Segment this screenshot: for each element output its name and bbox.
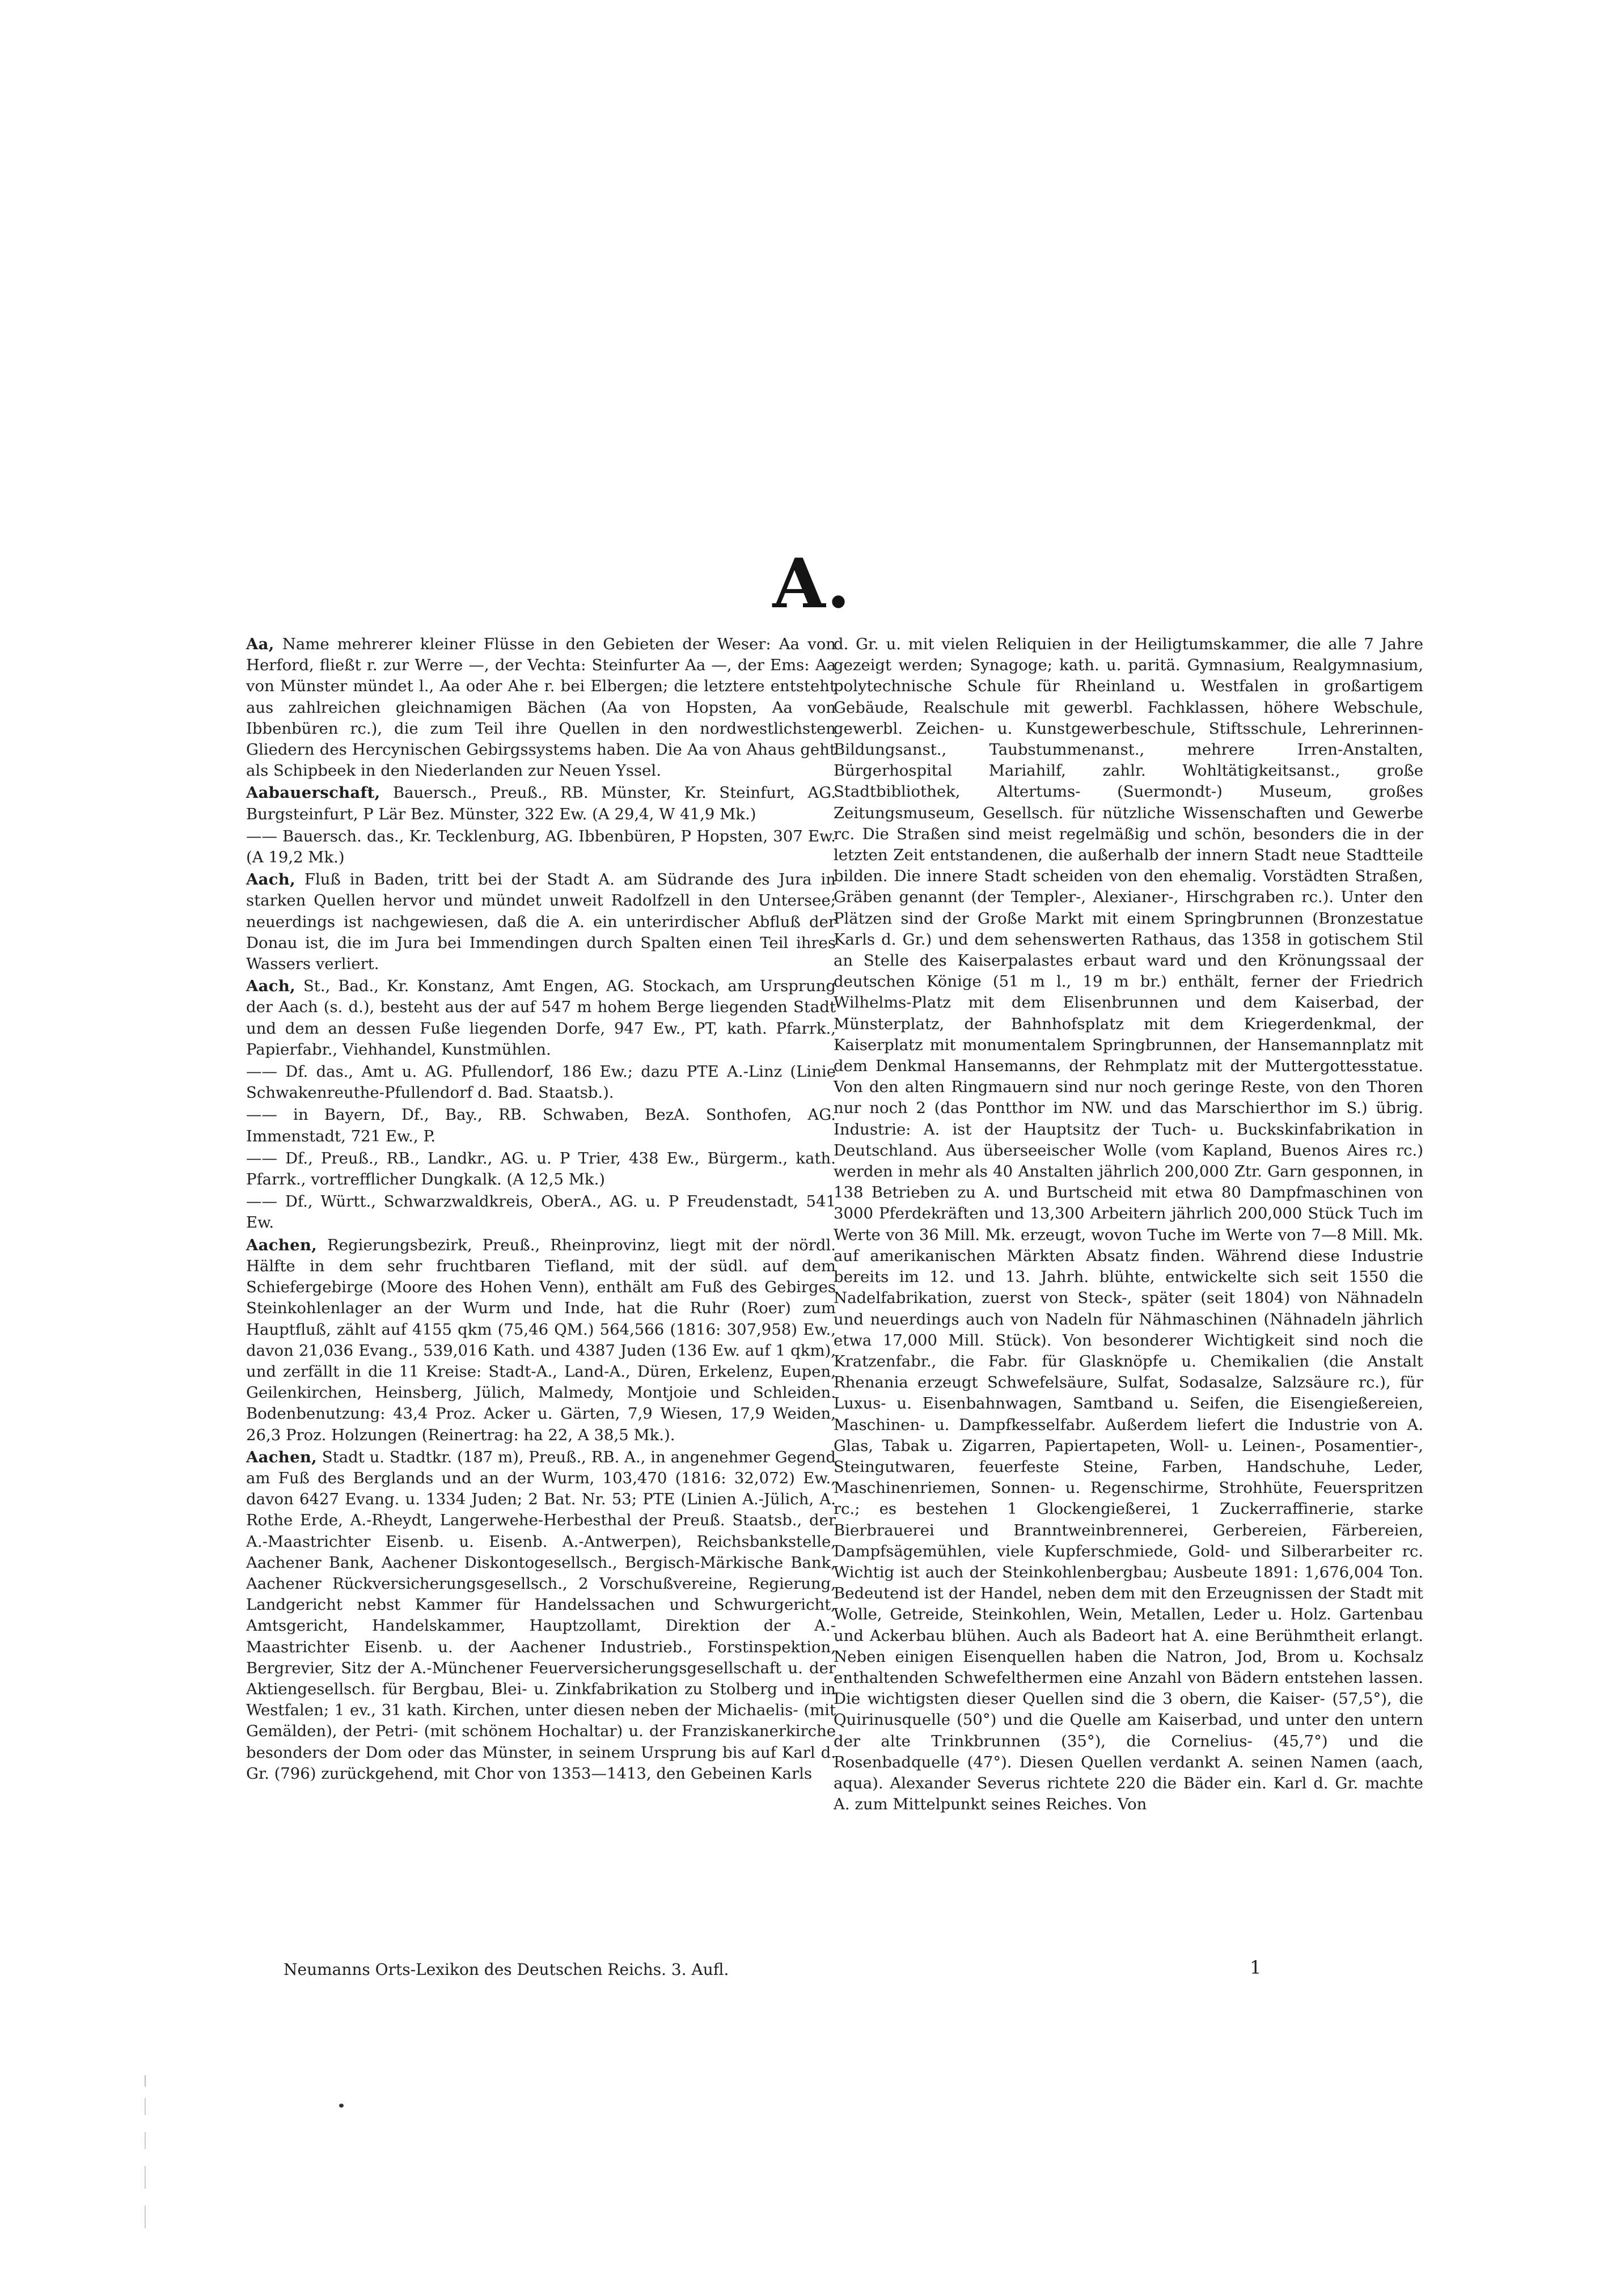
lexicon-entry — [246, 782, 836, 824]
footer-publication-title: Neumanns Orts-Lexikon des Deutschen Reichs. 3. Aufl. — [284, 1960, 729, 1979]
lexicon-subentry — [246, 1105, 836, 1146]
entry-headword: Aachen, — [246, 1236, 318, 1254]
lexicon-subentry — [246, 1148, 836, 1190]
lexicon-entry — [246, 976, 836, 1060]
entry-text: St., Bad., Kr. Konstanz, Amt Engen, AG. Stockach, am Ursprung der Aach (s. d.), besteht aus der auf 547 m hohem Berge liegenden Stadt und dem an dessen Fuße liegenden Dorfe, 947 Ew., PT, kath. Pfarrk., Papierfabr., Viehhandel, Kunstmühlen. — [246, 977, 836, 1059]
left-column — [246, 634, 836, 1784]
entry-text: —— Df. das., Amt u. AG. Pfullendorf, 186 Ew.; dazu PTE A.-Linz (Linie Schwakenreuthe-Pfullendorf d. Bad. Staatsb.). — [246, 1063, 836, 1102]
lexicon-entry — [246, 1447, 836, 1784]
page-letter-heading: A. — [772, 544, 852, 624]
entry-text: Bauersch., Preuß., RB. Münster, Kr. Steinfurt, AG. Burgsteinfurt, P Lär Bez. Münster, 322 Ew. (A 29,4, W 41,9 Mk.) — [246, 784, 836, 823]
lexicon-subentry — [246, 1061, 836, 1103]
entry-text: Stadt u. Stadtkr. (187 m), Preuß., RB. A., in angenehmer Gegend am Fuß des Berglands und an der Wurm, 103,470 (1816: 32,072) Ew., davon 6427 Evang. u. 1334 Juden; 2 Bat. Nr. 53; PTE (Linien A.-Jülich, A. Rothe Erde, A.-Rheydt, Langerwehe-Herbesthal der Preuß. Staatsb., der A.-Maastrichter Eisenb. u. Eisenb. A.-Antwerpen), Reichsbankstelle, Aachener Bank, Aachener Diskontogesellsch., Bergisch-Märkische Bank, Aachener Rückversicherungsgesellsch., 2 Vorschußvereine, Regierung, Landgericht nebst Kammer für Handelssachen und Schwurgericht, Amtsgericht, Handelskammer, Hauptzollamt, Direktion der A.-Maastrichter Eisenb. u. der Aachener Industrieb., Forstinspektion, Bergrevier, Sitz der A.-Münchener Feuerversicherungsgesellschaft u. der Aktiengesellsch. für Bergbau, Blei- u. Zinkfabrikation zu Stolberg und in Westfalen; 1 ev., 31 kath. Kirchen, unter diesen neben der Michaelis- (mit Gemälden), der Petri- (mit schönem Hochaltar) u. der Franziskanerkirche besonders der Dom oder das Münster, in seinem Ursprung bis auf Karl d. Gr. (796) zurückgehend, mit Chor von 1353—1413, den Gebeinen Karls — [246, 1448, 836, 1783]
entry-continuation: d. Gr. u. mit vielen Reliquien in der Heiligtumskammer, die alle 7 Jahre gezeigt werden; Synagoge; kath. u. paritä. Gymnasium, Realgymnasium, polytechnische Schule für Rheinland u. Westfalen in großartigem Gebäude, Realschule mit gewerbl. Fachklassen, höhere Webschule, gewerbl. Zeichen- u. Kunstgewerbeschule, Stiftsschule, Lehrerinnen-Bildungsanst., Taubstummenanst., mehrere Irren-Anstalten, Bürgerhospital Mariahilf, zahlr. Wohltätigkeitsanst., große Stadtbibliothek, Altertums- (Suermondt-) Museum, großes Zeitungsmuseum, Gesellsch. für nützliche Wissenschaften und Gewerbe rc. Die Straßen sind meist regelmäßig und schön, besonders die in der letzten Zeit entstandenen, die außerhalb der innern Stadt neue Stadtteile bilden. Die innere Stadt scheiden von den ehemalig. Vorstädten Straßen, Gräben genannt (der Templer-, Alexianer-, Hirschgraben rc.). Unter den Plätzen sind der Große Markt mit einem Springbrunnen (Bronzestatue Karls d. Gr.) und dem sehenswerten Rathaus, das 1358 in gotischem Stil an Stelle des Kaiserpalastes erbaut ward und den Krönungssaal der deutschen Könige (51 m l., 19 m br.) enthält, ferner der Friedrich Wilhelms-Platz mit dem Elisenbrunnen und dem Kaiserbad, der Münsterplatz, der Bahnhofsplatz mit dem Kriegerdenkmal, der Kaiserplatz mit monumentalem Springbrunnen, der Hansemannplatz mit dem Denkmal Hansemanns, der Rehmplatz mit der Muttergottesstatue. Von den alten Ringmauern sind nur noch geringe Reste, von den Thoren nur noch 2 (das Pontthor im NW. und das Marschierthor im S.) übrig. Industrie: A. ist der Hauptsitz der Tuch- u. Buckskinfabrikation in Deutschland. Aus überseeischer Wolle (vom Kapland, Buenos Aires rc.) werden in mehr als 40 Anstalten jährlich 200,000 Ztr. Garn gesponnen, in 138 Betrieben zu A. und Burtscheid mit etwa 80 Dampfmaschinen von 3000 Pferdekräften und 13,300 Arbeitern jährlich 200,000 Stück Tuch im Werte von 36 Mill. Mk. erzeugt, wovon Tuche im Werte von 7—8 Mill. Mk. auf amerikanischen Märkten Absatz finden. Während diese Industrie bereits im 12. und 13. Jahrh. blühte, entwickelte sich seit 1550 die Nadelfabrikation, zuerst von Steck-, später (seit 1804) von Nähnadeln und neuerdings auch von Nadeln für Nähmaschinen (Nähnadeln jährlich etwa 17,000 Mill. Stück). Von besonderer Wichtigkeit sind noch die Kratzenfabr., die Fabr. für Glasknöpfe u. Chemikalien (die Anstalt Rhenania erzeugt Schwefelsäure, Sulfat, Sodasalze, Salzsäure rc.), für Luxus- u. Eisenbahnwagen, Samtband u. Seifen, die Eisengießereien, Maschinen- u. Dampfkesselfabr. Außerdem liefert die Industrie von A. Glas, Tabak u. Zigarren, Papiertapeten, Woll- u. Leinen-, Posamentier-, Steingutwaren, feuerfeste Steine, Farben, Handschuhe, Leder, Maschinenriemen, Sonnen- u. Regenschirme, Strohhüte, Feuerspritzen rc.; es bestehen 1 Glockengießerei, 1 Zuckerraffinerie, starke Bierbrauerei und Branntweinbrennerei, Gerbereien, Färbereien, Dampfsägemühlen, viele Kupferschmiede, Gold- und Silberarbeiter rc. Wichtig ist auch der Steinkohlenbergbau; Ausbeute 1891: 1,676,004 Ton. Bedeutend ist der Handel, neben dem mit den Erzeugnissen der Stadt mit Wolle, Getreide, Steinkohlen, Wein, Metallen, Leder u. Holz. Gartenbau und Ackerbau blühen. Auch als Badeort hat A. eine Berühmtheit erlangt. Neben einigen Eisenquellen haben die Natron, Jod, Brom u. Kochsalz enthaltenden Schwefelthermen eine Anzahl von Bädern entstehen lassen. Die wichtigsten dieser Quellen sind die 3 obern, die Kaiser- (57,5°), die Quirinusquelle (50°) und die Quelle am Kaiserbad, und unter den untern der alte Trinkbrunnen (35°), die Cornelius- (45,7°) und die Rosenbadquelle (47°). Diesen Quellen verdankt A. seinen Namen (aach, aqua). Alexander Severus richtete 220 die Bäder ein. Karl d. Gr. machte A. zum Mittelpunkt seines Reiches. Von — [834, 635, 1423, 1814]
lexicon-entry — [246, 869, 836, 975]
lexicon-entry — [246, 634, 836, 781]
lexicon-entry — [246, 1235, 836, 1446]
right-column — [834, 634, 1423, 1815]
entry-text: —— Bauersch. das., Kr. Tecklenburg, AG. Ibbenbüren, P Hopsten, 307 Ew. (A 19,2 Mk.) — [246, 827, 836, 867]
entry-headword: Aa, — [246, 635, 274, 653]
page-number: 1 — [1250, 1957, 1262, 1978]
entry-text: —— Df., Preuß., RB., Landkr., AG. u. P Trier, 438 Ew., Bürgerm., kath. Pfarrk., vortrefflicher Dungkalk. (A 12,5 Mk.) — [246, 1149, 836, 1189]
entry-headword: Aachen, — [246, 1448, 318, 1466]
entry-text: —— in Bayern, Df., Bay., RB. Schwaben, BezA. Sonthofen, AG. Immenstadt, 721 Ew., P. — [246, 1106, 836, 1145]
scan-speck — [339, 2104, 344, 2108]
entry-text: Name mehrerer kleiner Flüsse in den Gebieten der Weser: Aa von Herford, fließt r. zur Werre —, der Vechta: Steinfurter Aa —, der Ems: Aa von Münster mündet l., Aa oder Ahe r. bei Elbergen; die letztere entsteht aus zahlreichen gleichnamigen Bächen (Aa von Hopsten, Aa von Ibbenbüren rc.), die zum Teil ihre Quellen in den nordwestlichsten Gliedern des Hercynischen Gebirgssystems haben. Die Aa von Ahaus geht als Schipbeek in den Niederlanden zur Neuen Yssel. — [246, 635, 836, 780]
entry-text: —— Df., Württ., Schwarzwaldkreis, OberA., AG. u. P Freudenstadt, 541 Ew. — [246, 1192, 836, 1232]
margin-scan-marks — [142, 2075, 149, 2234]
entry-text: Fluß in Baden, tritt bei der Stadt A. am Südrande des Jura in starken Quellen hervor und mündet unweit Radolfzell in den Untersee; neuerdings ist nachgewiesen, daß die A. ein unterirdischer Abfluß der Donau ist, die im Jura bei Immendingen durch Spalten einen Teil ihres Wassers verliert. — [246, 870, 836, 974]
entry-text: Regierungsbezirk, Preuß., Rheinprovinz, liegt mit der nördl. Hälfte in dem sehr fruchtbaren Tiefland, mit der südl. auf dem Schiefergebirge (Moore des Hohen Venn), enthält am Fuß des Gebirges Steinkohlenlager an der Wurm und Inde, hat die Ruhr (Roer) zum Hauptfluß, zählt auf 4155 qkm (75,46 QM.) 564,566 (1816: 307,958) Ew., davon 21,036 Evang., 539,016 Kath. und 4387 Juden (136 Ew. auf 1 qkm), und zerfällt in die 11 Kreise: Stadt-A., Land-A., Düren, Erkelenz, Eupen, Geilenkirchen, Heinsberg, Jülich, Malmedy, Montjoie und Schleiden. Bodenbenutzung: 43,4 Proz. Acker u. Gärten, 7,9 Wiesen, 17,9 Weiden, 26,3 Proz. Holzungen (Reinertrag: ha 22, A 38,5 Mk.). — [246, 1236, 836, 1444]
entry-headword: Aach, — [246, 870, 295, 889]
entry-headword: Aabauerschaft, — [246, 784, 380, 802]
entry-headword: Aach, — [246, 977, 295, 996]
lexicon-subentry — [246, 826, 836, 868]
lexicon-subentry — [246, 1191, 836, 1233]
